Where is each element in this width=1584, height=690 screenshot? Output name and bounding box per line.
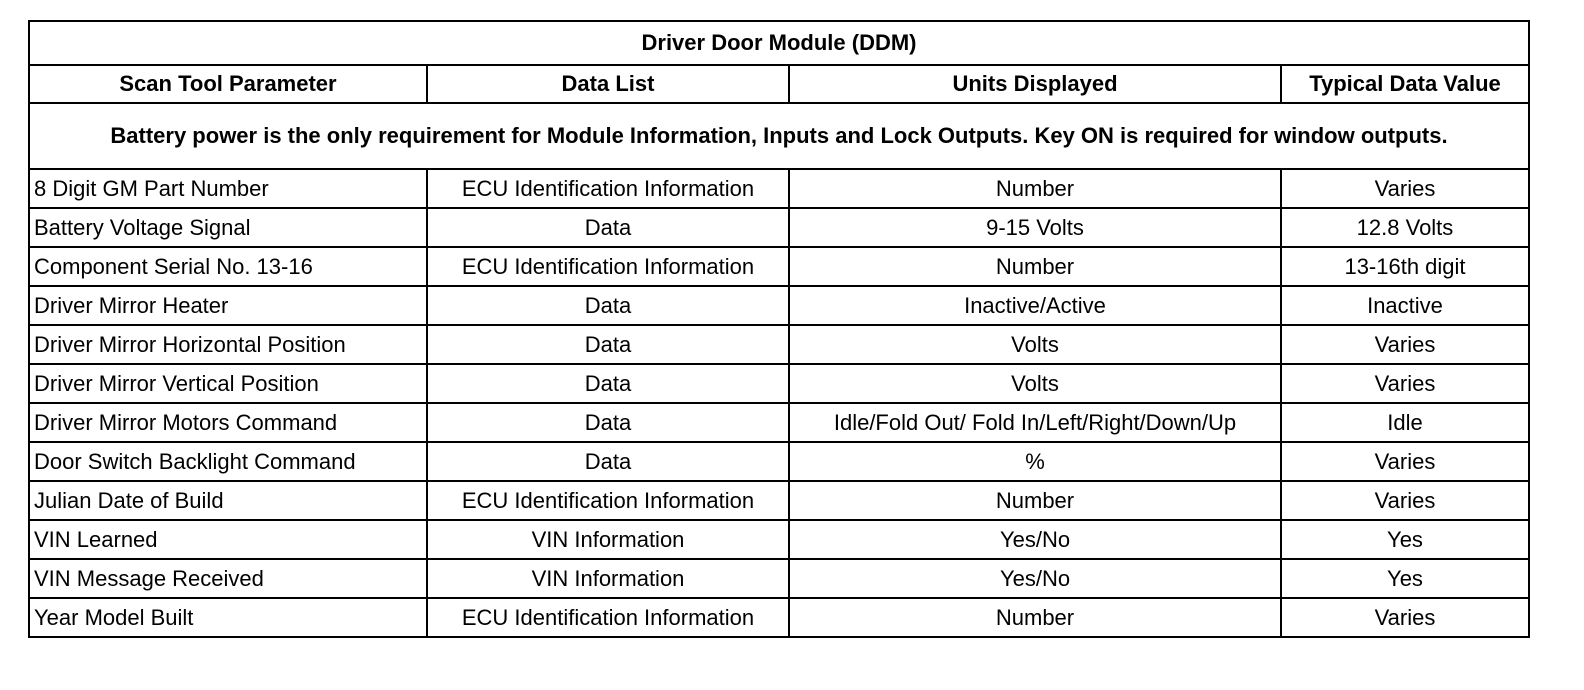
cell-units: Inactive/Active (789, 286, 1281, 325)
cell-parameter: Driver Mirror Heater (29, 286, 427, 325)
cell-typical-value: Idle (1281, 403, 1529, 442)
table-note-row (29, 103, 1529, 169)
cell-units: Yes/No (789, 559, 1281, 598)
cell-data-list: ECU Identification Information (427, 481, 789, 520)
cell-parameter: Component Serial No. 13-16 (29, 247, 427, 286)
cell-units: Volts (789, 364, 1281, 403)
ddm-data-table (28, 20, 1530, 638)
cell-typical-value: Varies (1281, 481, 1529, 520)
cell-typical-value: 13-16th digit (1281, 247, 1529, 286)
cell-data-list: Data (427, 325, 789, 364)
table-row (29, 169, 1529, 208)
cell-parameter: Driver Mirror Horizontal Position (29, 325, 427, 364)
header-units-displayed: Units Displayed (789, 65, 1281, 103)
cell-parameter: Battery Voltage Signal (29, 208, 427, 247)
cell-units: Volts (789, 325, 1281, 364)
cell-units: % (789, 442, 1281, 481)
cell-typical-value: 12.8 Volts (1281, 208, 1529, 247)
cell-data-list: Data (427, 403, 789, 442)
cell-units: Number (789, 481, 1281, 520)
table-note: Battery power is the only requirement for Module Information, Inputs and Lock Outputs. Key ON is required for window outputs. (29, 103, 1529, 169)
cell-parameter: VIN Message Received (29, 559, 427, 598)
cell-data-list: Data (427, 442, 789, 481)
table-row (29, 442, 1529, 481)
cell-data-list: ECU Identification Information (427, 598, 789, 637)
cell-parameter: Driver Mirror Motors Command (29, 403, 427, 442)
header-scan-tool-parameter: Scan Tool Parameter (29, 65, 427, 103)
cell-units: Yes/No (789, 520, 1281, 559)
cell-units: Number (789, 247, 1281, 286)
table-row (29, 247, 1529, 286)
table-row (29, 481, 1529, 520)
cell-units: Number (789, 598, 1281, 637)
cell-parameter: Driver Mirror Vertical Position (29, 364, 427, 403)
cell-parameter: 8 Digit GM Part Number (29, 169, 427, 208)
cell-parameter: VIN Learned (29, 520, 427, 559)
cell-units: Idle/Fold Out/ Fold In/Left/Right/Down/Up (789, 403, 1281, 442)
cell-typical-value: Varies (1281, 169, 1529, 208)
table-row (29, 520, 1529, 559)
cell-typical-value: Inactive (1281, 286, 1529, 325)
cell-typical-value: Yes (1281, 559, 1529, 598)
cell-data-list: VIN Information (427, 520, 789, 559)
cell-parameter: Year Model Built (29, 598, 427, 637)
cell-typical-value: Varies (1281, 598, 1529, 637)
header-data-list: Data List (427, 65, 789, 103)
cell-typical-value: Varies (1281, 364, 1529, 403)
cell-data-list: Data (427, 364, 789, 403)
header-typical-data-value: Typical Data Value (1281, 65, 1529, 103)
table-title: Driver Door Module (DDM) (29, 21, 1529, 65)
cell-typical-value: Varies (1281, 442, 1529, 481)
cell-typical-value: Yes (1281, 520, 1529, 559)
cell-parameter: Door Switch Backlight Command (29, 442, 427, 481)
table-row (29, 325, 1529, 364)
table-row (29, 403, 1529, 442)
cell-data-list: ECU Identification Information (427, 169, 789, 208)
cell-units: Number (789, 169, 1281, 208)
table-row (29, 208, 1529, 247)
table-row (29, 559, 1529, 598)
cell-parameter: Julian Date of Build (29, 481, 427, 520)
cell-data-list: VIN Information (427, 559, 789, 598)
cell-typical-value: Varies (1281, 325, 1529, 364)
table-row (29, 286, 1529, 325)
cell-data-list: Data (427, 286, 789, 325)
cell-data-list: ECU Identification Information (427, 247, 789, 286)
cell-data-list: Data (427, 208, 789, 247)
cell-units: 9-15 Volts (789, 208, 1281, 247)
table-row (29, 364, 1529, 403)
table-header-row (29, 65, 1529, 103)
table-row (29, 598, 1529, 637)
table-title-row (29, 21, 1529, 65)
